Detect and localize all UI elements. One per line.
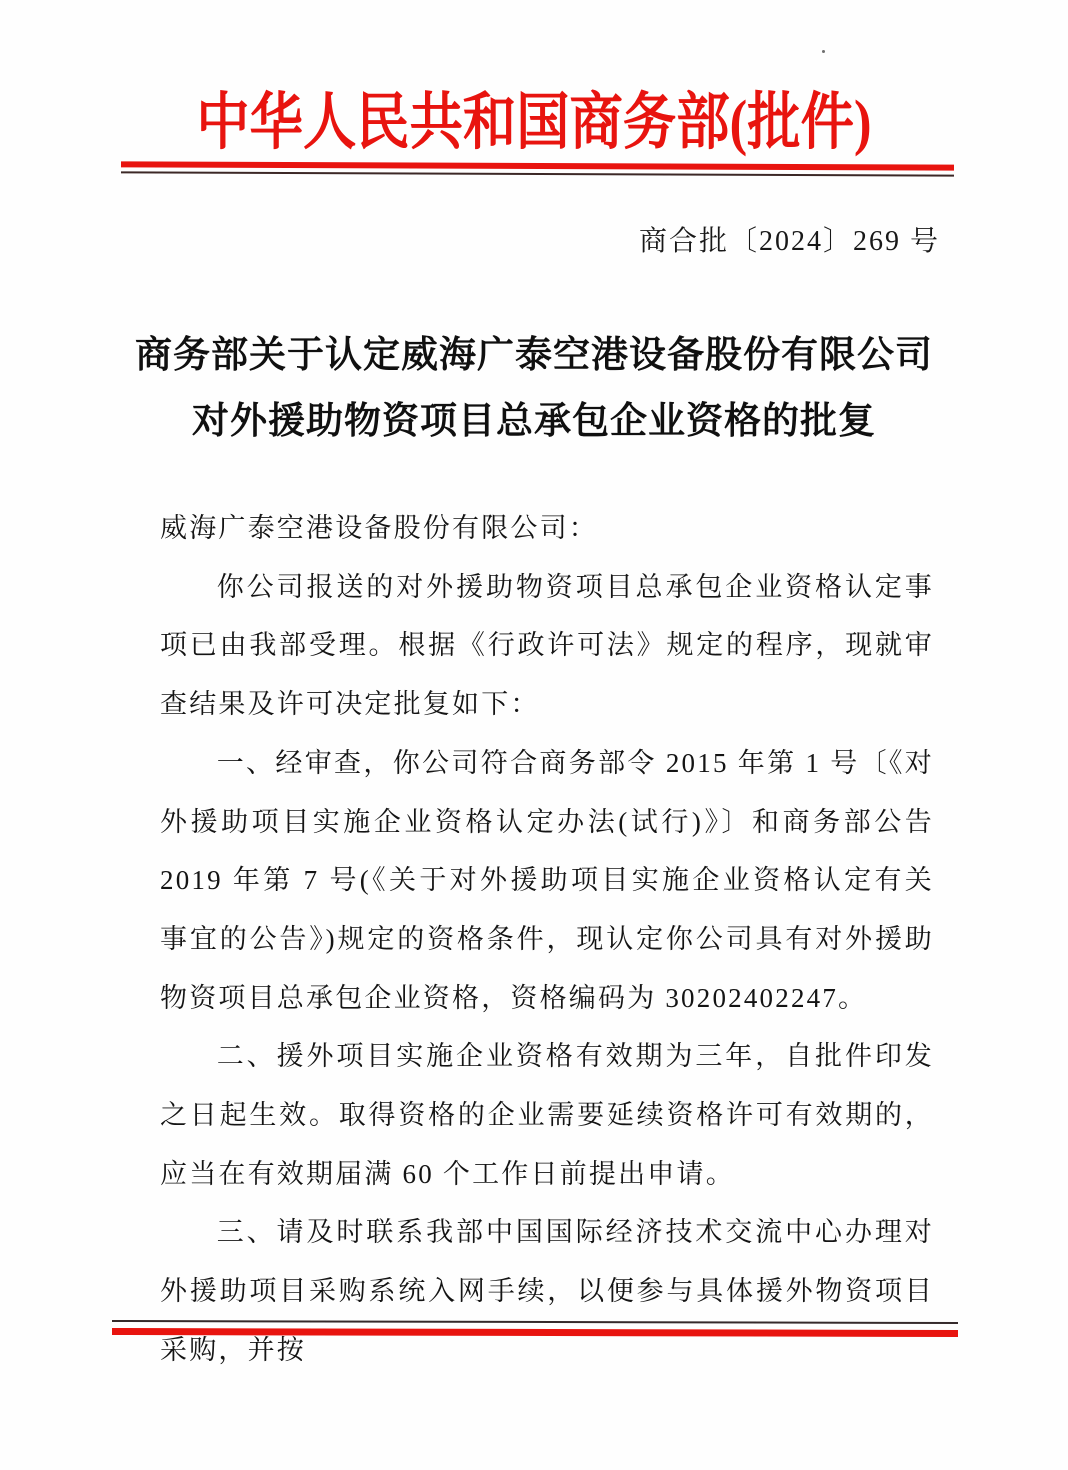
paragraph-item-2: 二、援外项目实施企业资格有效期为三年，自批件印发之日起生效。取得资格的企业需要延续资格许可有效期的，应当在有效期届满 60 个工作日前提出申请。	[160, 1041, 934, 1189]
document-number: 商合批〔2024〕269 号	[638, 226, 940, 257]
paragraph-intro: 你公司报送的对外援助物资项目总承包企业资格认定事项已由我部受理。根据《行政许可法》规定的程序，现就审查结果及许可决定批复如下：	[160, 571, 934, 720]
scan-speck	[822, 50, 825, 53]
document-title-line-1: 商务部关于认定威海广泰空港设备股份有限公司	[135, 335, 933, 376]
letterhead-rule-red	[121, 161, 954, 170]
paragraph-item-1: 一、经审查，你公司符合商务部令 2015 年第 1 号〔《对外援助项目实施企业资格认定办法(试行)》〕和商务部公告 2019 年第 7 号(《关于对外援助项目实施企业资格认定有关事宜的公告》)规定的资格条件，现认定你公司具有对外援助物资项目总承包企业资格，资格编码为 30202402247。	[160, 747, 934, 1013]
document-title	[0, 323, 1068, 455]
document-body	[160, 499, 934, 1380]
paragraph-item-3: 三、请及时联系我部中国国际经济技术交流中心办理对外援助项目采购系统入网手续，以便参与具体援外物资项目采购，并按	[160, 1217, 934, 1365]
letterhead-title: 中华人民共和国商务部(批件)	[196, 89, 872, 157]
document-title-line-2: 对外援助物资项目总承包企业资格的批复	[192, 401, 876, 442]
letterhead-rule-thin	[121, 171, 954, 176]
salutation: 威海广泰空港设备股份有限公司：	[160, 513, 598, 543]
